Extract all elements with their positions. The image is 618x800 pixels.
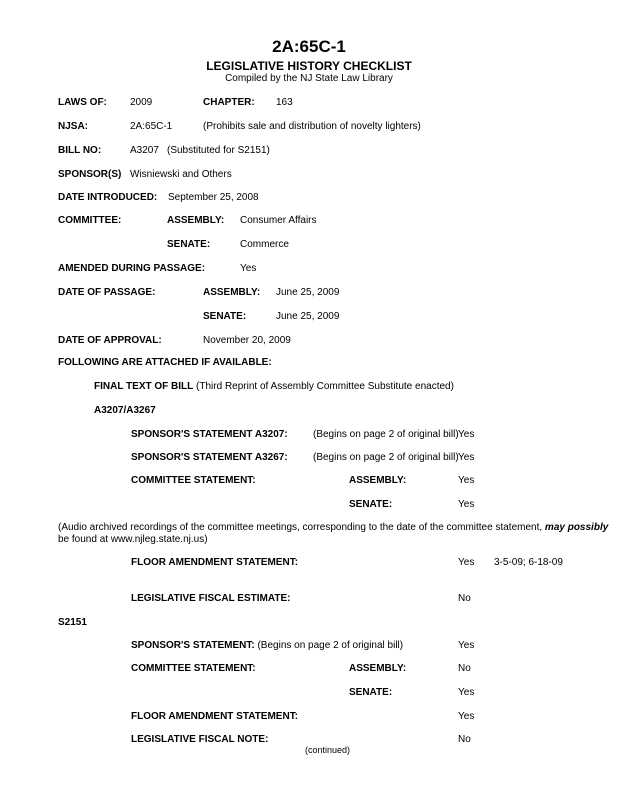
continued-note: (continued) (305, 745, 351, 755)
page-subtitle: LEGISLATIVE HISTORY CHECKLIST (206, 59, 412, 73)
committee-assembly-value: Consumer Affairs (240, 215, 317, 226)
s2151-sponsor-note: (Begins on page 2 of original bill) (257, 640, 404, 651)
committee-senate-label: SENATE: (167, 239, 211, 250)
s2151-floor-label: FLOOR AMENDMENT STATEMENT: (131, 711, 299, 722)
audio-note-line1 (58, 522, 608, 534)
s2151-heading: S2151 (58, 617, 87, 628)
audio-note-line2: be found at www.njleg.state.nj.us) (58, 534, 208, 545)
s2151-assembly-value: No (458, 663, 471, 674)
following-heading: FOLLOWING ARE ATTACHED IF AVAILABLE: (58, 357, 272, 368)
committee-senate-value: Commerce (240, 239, 289, 250)
njsa-value: 2A:65C-1 (130, 121, 173, 132)
sponsors-label: SPONSOR(S) (58, 169, 122, 180)
date-introduced-value: September 25, 2008 (168, 192, 259, 203)
njsa-description: (Prohibits sale and distribution of novelty lighters) (203, 121, 421, 132)
chapter-label: CHAPTER: (203, 97, 255, 108)
bill-no-label: BILL NO: (58, 145, 102, 156)
laws-of-label: LAWS OF: (58, 97, 107, 108)
s2151-sponsor-row (131, 640, 403, 652)
s2151-committee-label: COMMITTEE STATEMENT: (131, 663, 256, 674)
a3207-assembly-value: Yes (458, 475, 475, 486)
date-introduced-label: DATE INTRODUCED: (58, 192, 158, 203)
a3267-sponsor-label: SPONSOR'S STATEMENT A3267: (131, 452, 288, 463)
audio-note-emphasis: may possibly (544, 522, 609, 533)
s2151-fiscal-label: LEGISLATIVE FISCAL NOTE: (131, 734, 269, 745)
bill-no-value: A3207 (130, 145, 159, 156)
committee-label: COMMITTEE: (58, 215, 122, 226)
s2151-floor-value: Yes (458, 711, 475, 722)
passage-senate-value: June 25, 2009 (276, 311, 340, 322)
a3267-sponsor-value: Yes (458, 452, 475, 463)
s2151-sponsor-label: SPONSOR'S STATEMENT: (131, 640, 255, 651)
njsa-label: NJSA: (58, 121, 89, 132)
s2151-assembly-label: ASSEMBLY: (349, 663, 407, 674)
final-text-label: FINAL TEXT OF BILL (94, 381, 194, 392)
final-text-row (94, 381, 454, 393)
passage-assembly-value: June 25, 2009 (276, 287, 340, 298)
final-text-note: (Third Reprint of Assembly Committee Substitute enacted) (196, 381, 454, 392)
audio-note-text: (Audio archived recordings of the committee meetings, corresponding to the date of the committee statement, (58, 522, 543, 533)
a3207-assembly-label: ASSEMBLY: (349, 475, 407, 486)
s2151-fiscal-value: No (458, 734, 471, 745)
a3207-sponsor-label: SPONSOR'S STATEMENT A3207: (131, 429, 288, 440)
amended-value: Yes (240, 263, 257, 274)
chapter-value: 163 (276, 97, 293, 108)
passage-assembly-label: ASSEMBLY: (203, 287, 261, 298)
passage-senate-label: SENATE: (203, 311, 247, 322)
a3207-fiscal-label: LEGISLATIVE FISCAL ESTIMATE: (131, 593, 291, 604)
s2151-senate-label: SENATE: (349, 687, 393, 698)
a3207-floor-label: FLOOR AMENDMENT STATEMENT: (131, 557, 299, 568)
page-title: 2A:65C-1 (272, 37, 346, 56)
date-of-passage-label: DATE OF PASSAGE: (58, 287, 156, 298)
committee-assembly-label: ASSEMBLY: (167, 215, 225, 226)
a3267-sponsor-note: (Begins on page 2 of original bill) (313, 452, 459, 463)
date-of-approval-label: DATE OF APPROVAL: (58, 335, 162, 346)
a3207-senate-label: SENATE: (349, 499, 393, 510)
a3207-floor-dates: 3-5-09; 6-18-09 (494, 557, 563, 568)
compiled-by: Compiled by the NJ State Law Library (225, 73, 393, 84)
a3207-sponsor-note: (Begins on page 2 of original bill) (313, 429, 459, 440)
sponsors-value: Wisniewski and Others (130, 169, 232, 180)
a3207-committee-label: COMMITTEE STATEMENT: (131, 475, 256, 486)
date-of-approval-value: November 20, 2009 (203, 335, 291, 346)
bill-no-note: (Substituted for S2151) (167, 145, 270, 156)
laws-of-value: 2009 (130, 97, 153, 108)
s2151-senate-value: Yes (458, 687, 475, 698)
a3207-heading: A3207/A3267 (94, 405, 156, 416)
a3207-sponsor-value: Yes (458, 429, 475, 440)
a3207-senate-value: Yes (458, 499, 475, 510)
a3207-fiscal-value: No (458, 593, 471, 604)
a3207-floor-value: Yes (458, 557, 475, 568)
amended-label: AMENDED DURING PASSAGE: (58, 263, 206, 274)
s2151-sponsor-value: Yes (458, 640, 475, 651)
